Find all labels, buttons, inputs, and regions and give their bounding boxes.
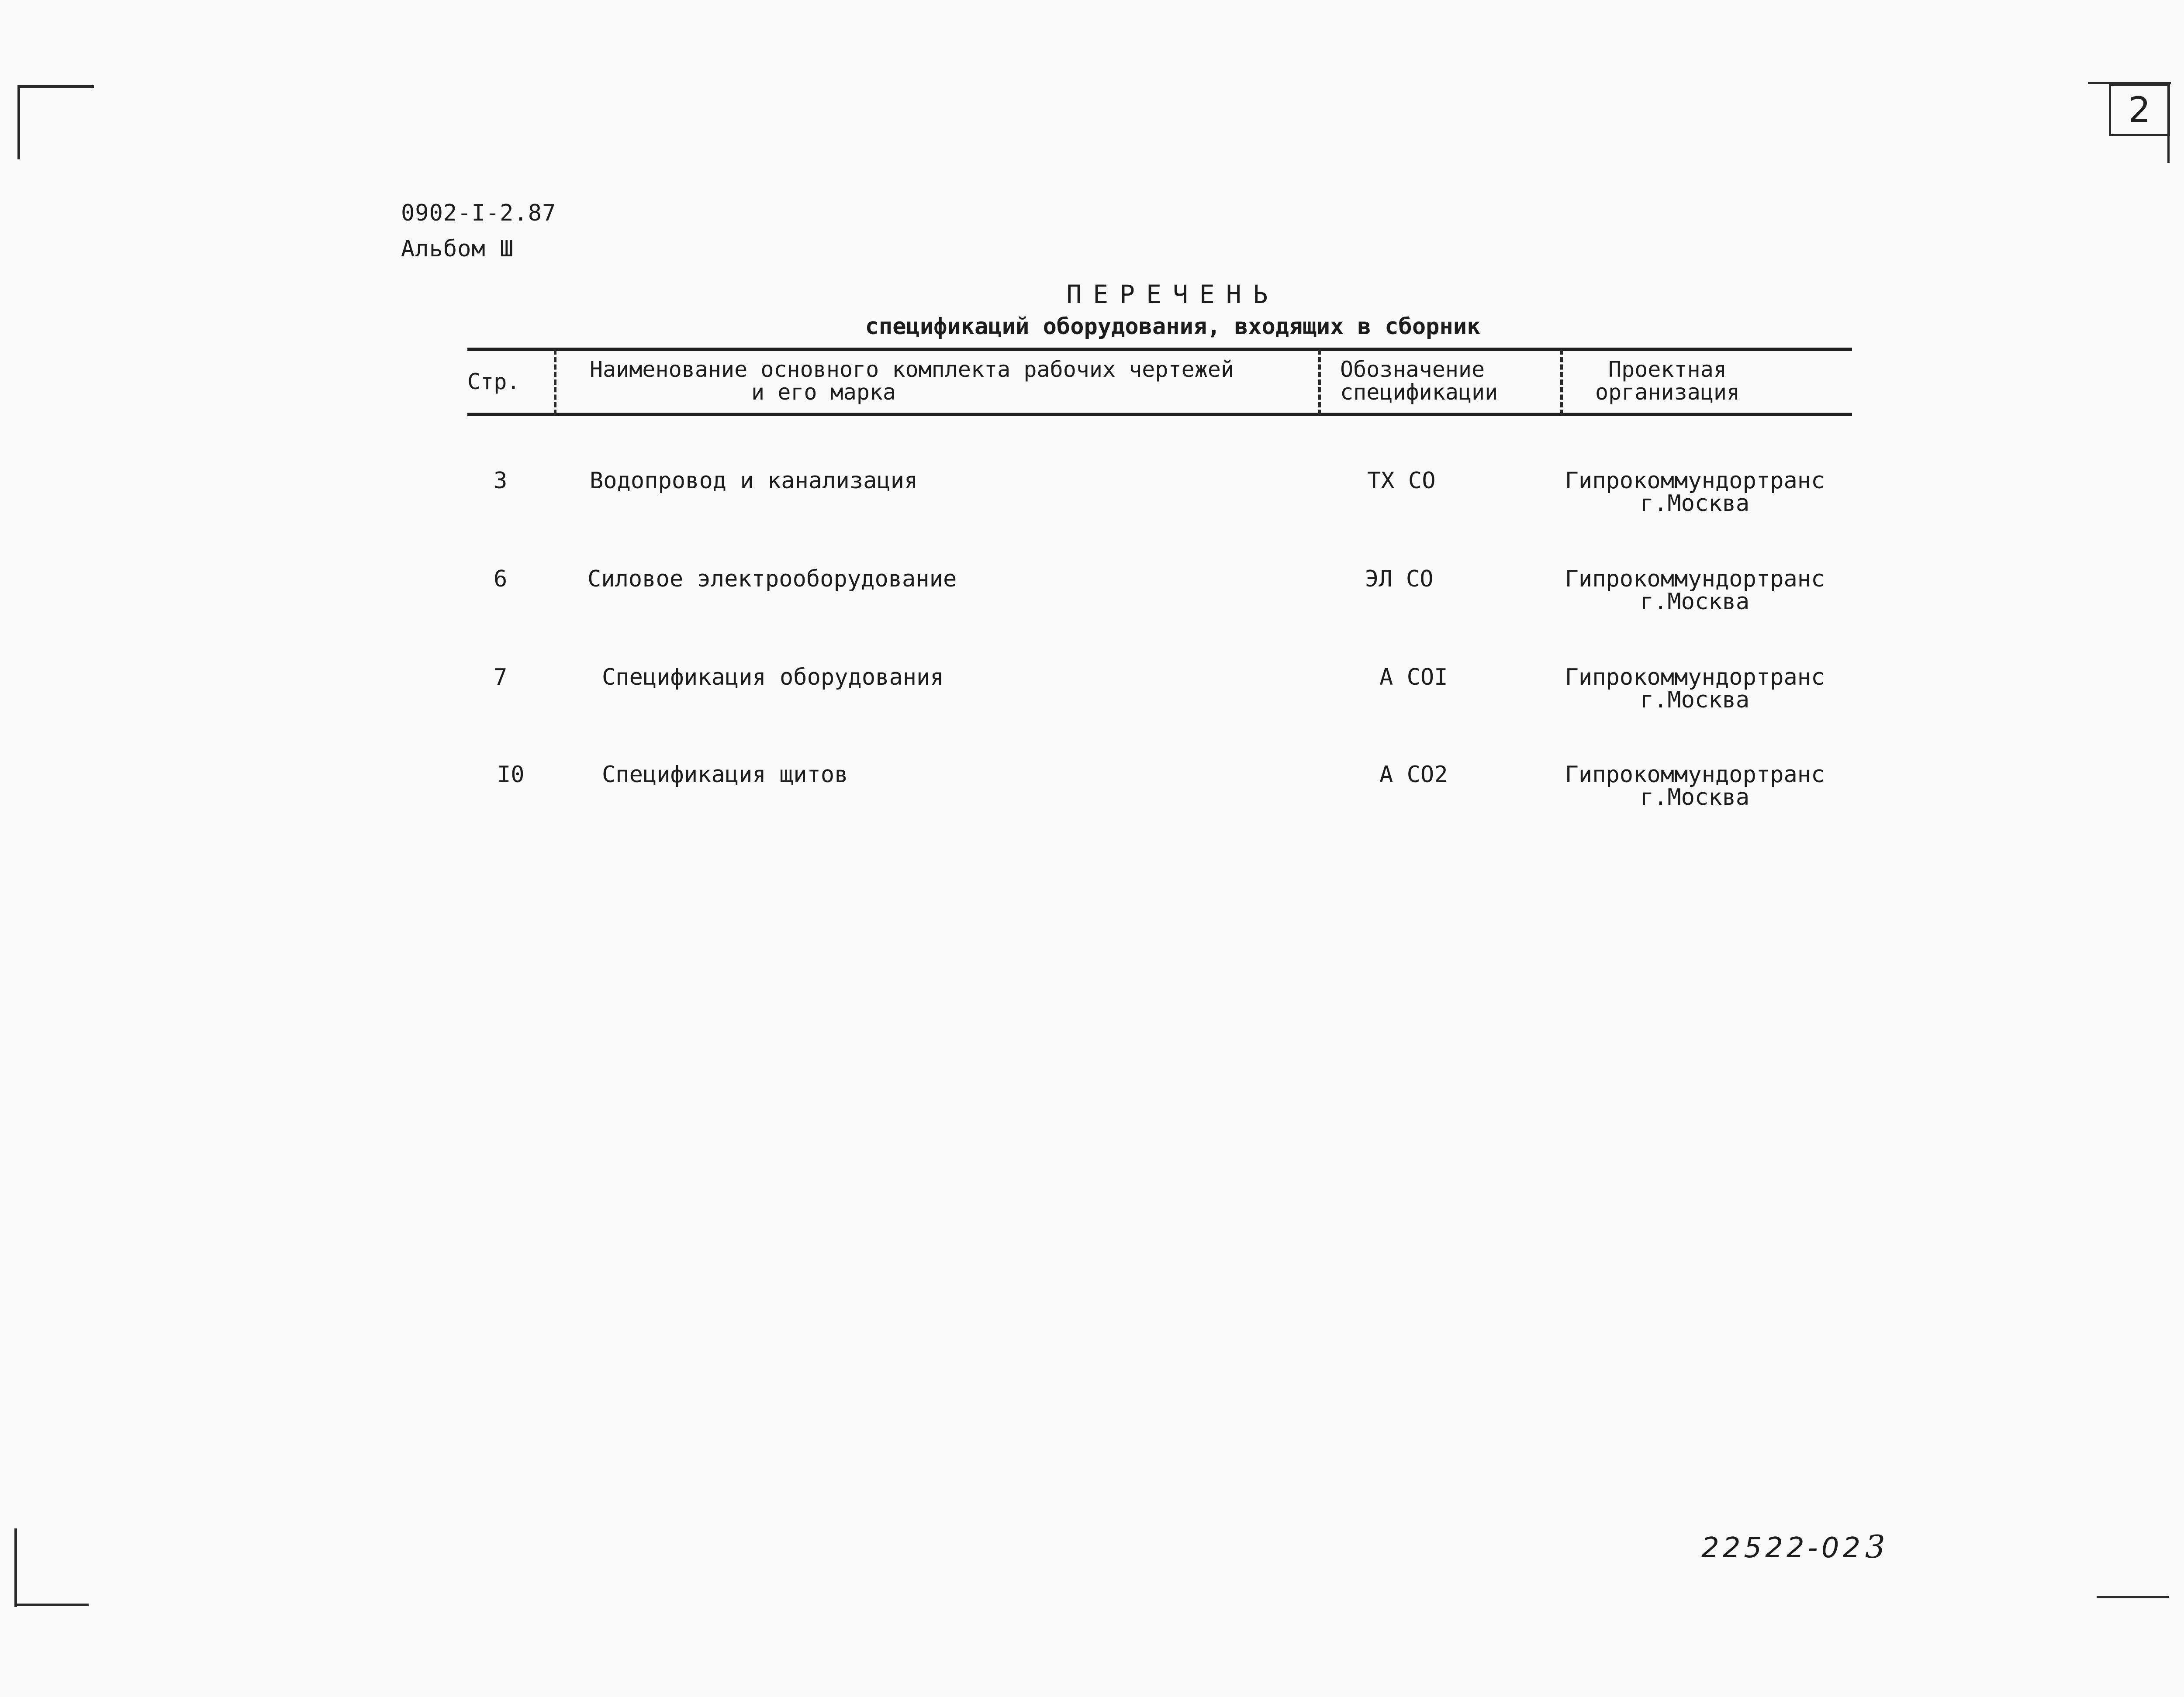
column-header-org-line1: Проектная: [1608, 357, 1727, 382]
page-subtitle: спецификаций оборудования, входящих в сборник: [865, 314, 1481, 340]
page-title: ПЕРЕЧЕНЬ: [1066, 279, 1279, 309]
row-org: [1564, 469, 1826, 515]
row-page: 7: [494, 664, 508, 690]
column-header-page: Стр.: [467, 369, 520, 394]
row-org-name: Гипрокоммундортранс: [1565, 762, 1825, 788]
column-header-name-line2: и его марка: [751, 379, 896, 405]
sheet-number-box: 2: [2109, 84, 2170, 136]
row-org-name: Гипрокоммундортранс: [1565, 664, 1825, 690]
row-org-city: г.Москва: [1640, 784, 1750, 811]
row-org-name: Гипрокоммундортранс: [1565, 468, 1825, 494]
row-org: [1564, 763, 1826, 809]
row-spec: ТХ СО: [1367, 468, 1436, 494]
row-page: I0: [497, 762, 525, 788]
column-header-org: [1595, 358, 1740, 404]
table-row: [0, 469, 2184, 557]
table-top-rule: [467, 348, 1852, 351]
table-row: [0, 568, 2184, 655]
frame-corner-top-left-vertical: [17, 85, 20, 159]
row-spec: ЭЛ СО: [1365, 566, 1434, 592]
row-org-city: г.Москва: [1640, 687, 1750, 713]
frame-corner-bottom-right: [2097, 1596, 2169, 1598]
column-header-name: [590, 358, 1293, 404]
row-page: 3: [494, 468, 508, 494]
table-row: [0, 666, 2184, 753]
album-label: Альбом Ш: [401, 236, 514, 262]
column-separator: [1560, 349, 1563, 415]
footer-document-code: 22522-02: [1701, 1532, 1864, 1564]
column-separator: [1318, 349, 1321, 415]
row-page: 6: [494, 566, 508, 592]
frame-corner-bottom-left: [14, 1528, 17, 1607]
column-separator: [554, 349, 556, 415]
row-name: Спецификация оборудования: [602, 664, 944, 690]
column-header-spec-line1: Обозначение: [1340, 357, 1485, 382]
row-spec: А СОI: [1379, 664, 1448, 690]
column-header-name-line1: Наименование основного комплекта рабочих чертежей: [590, 357, 1234, 382]
row-org: [1564, 666, 1826, 711]
row-name: Спецификация щитов: [602, 762, 848, 788]
footer-page-number: 3: [1865, 1528, 1885, 1565]
row-org: [1564, 568, 1826, 613]
column-header-org-line2: организация: [1595, 379, 1740, 405]
table-row: [0, 763, 2184, 851]
frame-corner-bottom-left-horizontal: [14, 1604, 89, 1606]
table-header-rule: [467, 413, 1852, 416]
row-org-city: г.Москва: [1640, 490, 1750, 517]
document-code: 0902-I-2.87: [401, 200, 556, 226]
row-org-city: г.Москва: [1640, 589, 1750, 615]
column-header-spec-line2: спецификации: [1340, 379, 1498, 405]
row-spec: А СО2: [1379, 762, 1448, 788]
row-org-name: Гипрокоммундортранс: [1565, 566, 1825, 592]
column-header-spec: [1340, 358, 1498, 404]
row-name: Силовое электрооборудование: [587, 566, 957, 592]
frame-corner-top-left: [17, 85, 94, 88]
row-name: Водопровод и канализация: [590, 468, 918, 494]
